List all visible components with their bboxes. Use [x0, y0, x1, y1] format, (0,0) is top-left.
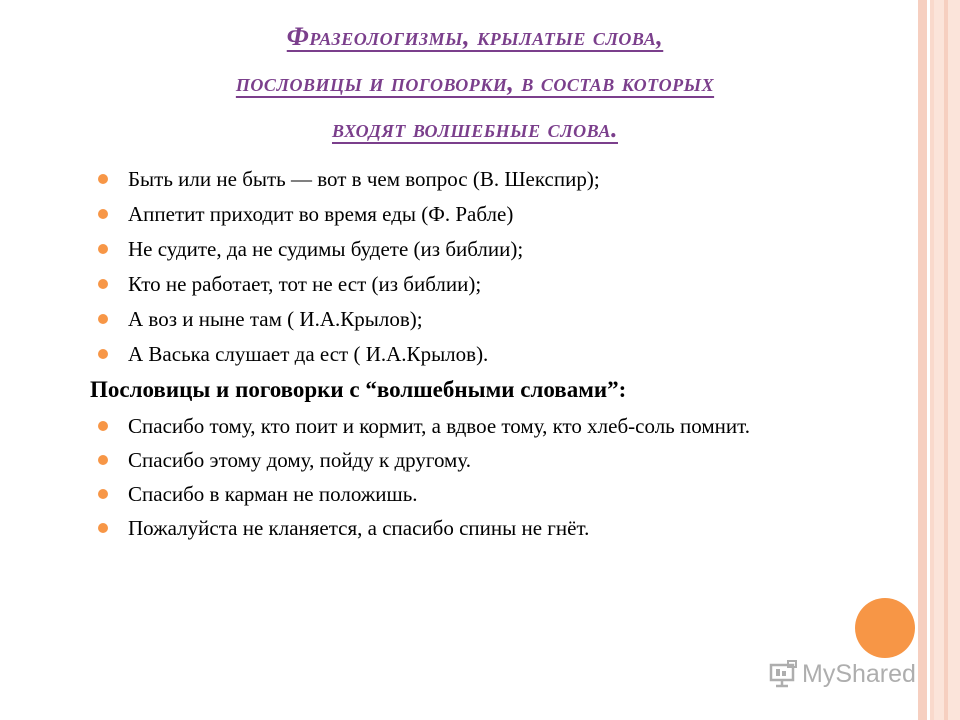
bullet-dot-icon — [98, 523, 108, 533]
list-item: Кто не работает, тот не ест (из библии); — [90, 273, 850, 295]
list-item: Пожалуйста не кланяется, а спасибо спины не гнёт. — [90, 517, 850, 539]
bullet-dot-icon — [98, 174, 108, 184]
slide-content — [90, 168, 850, 551]
list-item: Спасибо тому, кто поит и кормит, а вдвое тому, кто хлеб-соль помнит. — [90, 415, 850, 437]
bullet-dot-icon — [98, 279, 108, 289]
slide-title — [40, 14, 910, 152]
bullet-dot-icon — [98, 244, 108, 254]
list-item: А Васька слушает да ест ( И.А.Крылов). — [90, 343, 850, 365]
phrase-list — [90, 168, 850, 365]
list-item: Быть или не быть — вот в чем вопрос (В. Шекспир); — [90, 168, 850, 190]
watermark — [768, 656, 916, 692]
list-item: Спасибо в карман не положишь. — [90, 483, 850, 505]
list-item: Не судите, да не судимы будете (из библии); — [90, 238, 850, 260]
watermark-text: MyShared — [802, 659, 916, 688]
decorative-circle — [855, 598, 915, 658]
list-item: Спасибо этому дому, пойду к другому. — [90, 449, 850, 471]
title-line: пословицы и поговорки, в состав которых — [235, 68, 715, 97]
title-line: входят волшебные слова. — [331, 114, 618, 143]
title-line: Фразеологизмы, крылатые слова, — [286, 22, 664, 51]
section-subheading: Пословицы и поговорки с “волшебными словами”: — [90, 377, 627, 402]
decorative-stripe — [918, 0, 927, 720]
bullet-dot-icon — [98, 349, 108, 359]
presentation-icon — [768, 659, 798, 689]
proverb-list — [90, 415, 850, 539]
bullet-dot-icon — [98, 209, 108, 219]
list-item: Аппетит приходит во время еды (Ф. Рабле) — [90, 203, 850, 225]
bullet-dot-icon — [98, 421, 108, 431]
decorative-stripe — [944, 0, 948, 720]
list-item: А воз и ныне там ( И.А.Крылов); — [90, 308, 850, 330]
bullet-dot-icon — [98, 455, 108, 465]
bullet-dot-icon — [98, 314, 108, 324]
bullet-dot-icon — [98, 489, 108, 499]
